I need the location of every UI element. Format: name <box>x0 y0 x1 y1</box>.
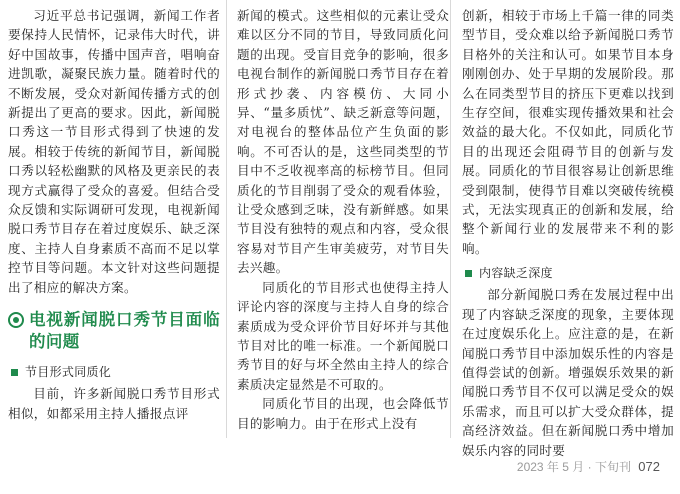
subsection-title: 节目形式同质化 <box>25 365 112 380</box>
body-paragraph: 同质化节目的出现，也会降低节目的影响力。由于在形式上没有 <box>237 396 449 431</box>
subsection-heading <box>8 363 220 382</box>
issue-date: 2023 年 5 月 · 下旬刊 <box>516 460 631 474</box>
circle-target-icon <box>8 312 24 328</box>
body-paragraph: 目前，许多新闻脱口秀节目形式相似，如都采用主持人播报点评 <box>8 386 220 421</box>
page-number: 072 <box>638 459 660 474</box>
section-title: 电视新闻脱口秀节目面临的问题 <box>29 310 220 352</box>
column-middle <box>237 6 449 433</box>
subsection-heading <box>462 264 674 283</box>
body-paragraph-continued: 创新，相较于市场上千篇一律的同类型节目，受众难以给予新闻脱口秀节目格外的关注和认可。如果节目本身刚刚创办、处于早期的发展阶段。那么在同类型节目的挤压下更难以找到生存空间，很难实现传播效果和社会效益的最大化。不仅如此，同质化节目的出现还会阻碍节目的创新与发展。同质化的节目很容易让创新思维受到限制，使得节目难以突破传统模式，无法实现真正的创新和发展，给整个新闻行业的发展带来不利的影响。 <box>462 8 674 256</box>
column-divider <box>450 0 451 438</box>
column-divider <box>226 0 227 438</box>
intro-paragraph: 习近平总书记强调，新闻工作者要保持人民情怀，记录伟大时代，讲好中国故事，传播中国声音，唱响奋进凯歌，凝聚民族力量。随着时代的不断发展，受众对新闻传播方式的创新提出了更高的要求。因此，新闻脱口秀这一节目形式得到了快速的发展。相较于传统的新闻节目，新闻脱口秀以轻松幽默的风格及更亲民的表现方式赢得了受众的喜爱。但结合受众反馈和实际调研可发现，电视新闻脱口秀节目存在着过度娱乐、缺乏深度、主持人自身素质不高而不足以掌控节目等问题。本文针对这些问题提出了相应的解决方案。 <box>8 8 220 295</box>
page-footer <box>517 458 660 475</box>
body-paragraph: 同质化的节目形式也使得主持人评论内容的深度与主持人自身的综合素质成为受众评价节目好坏并与其他节目对比的唯一标准。一个新闻脱口秀节目的好与坏全然由主持人的综合素质决定显然是不可取的。 <box>237 279 449 392</box>
section-heading <box>8 309 220 353</box>
column-right <box>462 6 674 460</box>
body-paragraph: 部分新闻脱口秀在发展过程中出现了内容缺乏深度的现象，主要体现在过度娱乐化上。应注意的是，在新闻脱口秀节目中添加娱乐性的内容是值得尝试的创新。增强娱乐效果的新闻脱口秀节目不仅可以满足受众的娱乐需求，而且可以扩大受众群体，提高经济效益。但在新闻脱口秀中增加娱乐内容的同时要 <box>462 287 674 458</box>
square-bullet-icon <box>11 369 18 376</box>
column-left <box>8 6 220 423</box>
square-bullet-icon <box>465 270 472 277</box>
subsection-title: 内容缺乏深度 <box>479 266 553 281</box>
body-paragraph-continued: 新闻的模式。这些相似的元素让受众难以区分不同的节目，导致同质化问题的出现。受盲目竞争的影响，很多电视台制作的新闻脱口秀节目存在着形式抄袭、内容模仿、大同小异、“量多质忧”、缺乏新意等问题，对电视台的整体品位产生负面的影响。不可否认的是，这些同类型的节目中不乏收视率高的标榜节目。但同质化的节目削弱了受众的观看体验，让受众感到乏味，没有新鲜感。如果节目没有独特的观点和内容，受众很容易对节目产生审美疲劳，对节目失去兴趣。 <box>237 8 449 276</box>
